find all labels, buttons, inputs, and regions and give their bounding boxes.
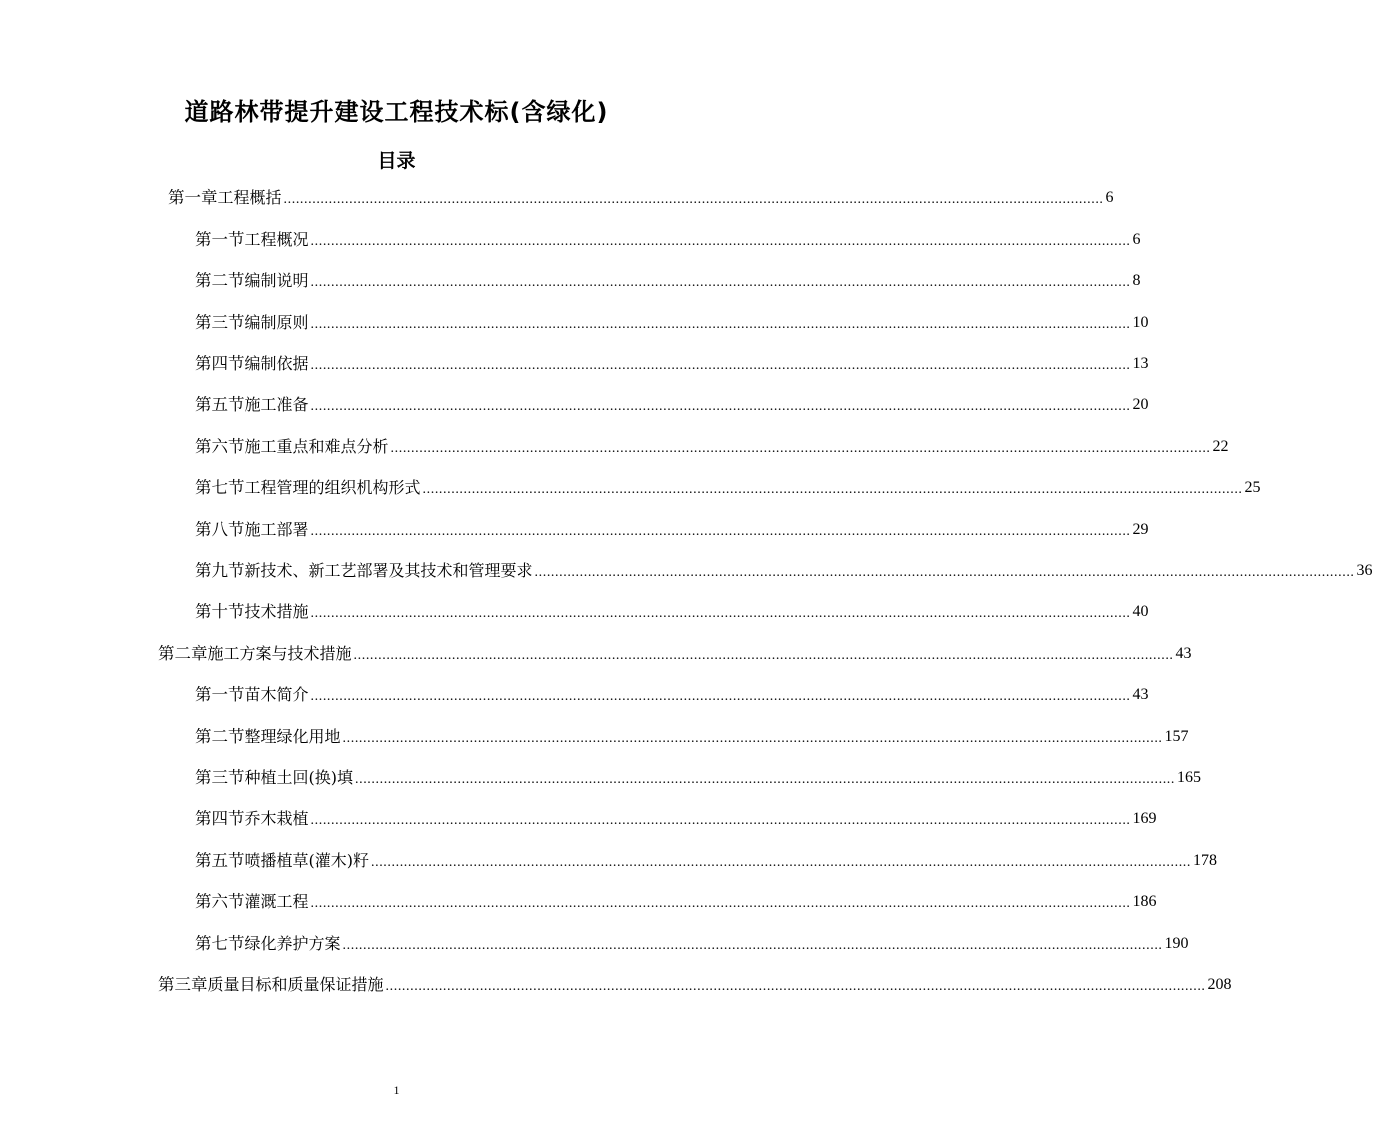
- toc-entry-label: 第四节: [195, 809, 245, 828]
- toc-entry-page: 13: [1132, 355, 1149, 372]
- toc-entry-section[interactable]: [195, 807, 1157, 831]
- toc-entry-label: 第一节: [195, 230, 245, 249]
- toc-leader-dots: ........................................................................................................................................................................................................: [355, 772, 1175, 787]
- toc-leader-dots: ........................................................................................................................................................................................................: [310, 317, 1131, 332]
- toc-leader-dots: ........................................................................................................................................................................................................: [534, 565, 1355, 580]
- toc-entry-page: 157: [1164, 728, 1189, 745]
- toc-entry-label: 第五节: [195, 395, 245, 414]
- toc-entry-label: 第十节: [195, 602, 245, 621]
- toc-entry-text: 施工重点和难点分析: [244, 437, 389, 456]
- toc-entry-section[interactable]: [195, 849, 1217, 873]
- toc-heading: 目录: [377, 150, 416, 172]
- toc-entry-label: 第六节: [195, 437, 245, 456]
- toc-entry-page: 43: [1132, 686, 1149, 703]
- toc-entry-chapter[interactable]: [158, 642, 1192, 666]
- toc-entry-label: 第五节: [195, 851, 245, 870]
- toc-leader-dots: ........................................................................................................................................................................................................: [283, 192, 1104, 207]
- toc-leader-dots: ........................................................................................................................................................................................................: [310, 813, 1131, 828]
- toc-entry-page: 208: [1207, 976, 1232, 993]
- toc-entry-section[interactable]: [195, 393, 1149, 417]
- toc-entry-page: 40: [1132, 603, 1149, 620]
- toc-entry-label: 第三节: [195, 768, 245, 787]
- page-number: 1: [393, 1083, 400, 1097]
- toc-leader-dots: ........................................................................................................................................................................................................: [342, 731, 1163, 746]
- toc-entry-label: 第二节: [195, 271, 245, 290]
- document-title: 道路林带提升建设工程技术标(含绿化): [184, 98, 609, 126]
- toc-entry-section[interactable]: [195, 352, 1149, 376]
- toc-leader-dots: ........................................................................................................................................................................................................: [310, 358, 1131, 373]
- toc-entry-text: 施工方案与技术措施: [207, 644, 352, 663]
- toc-entry-page: 169: [1132, 810, 1157, 827]
- toc-entry-label: 第一节: [195, 685, 245, 704]
- toc-entry-text: 编制依据: [244, 354, 309, 373]
- toc-entry-page: 29: [1132, 521, 1149, 538]
- toc-entry-page: 22: [1212, 438, 1229, 455]
- toc-entry-section[interactable]: [195, 311, 1149, 335]
- toc-entry-label: 第三节: [195, 313, 245, 332]
- toc-leader-dots: ........................................................................................................................................................................................................: [371, 855, 1191, 870]
- toc-entry-section[interactable]: [195, 518, 1149, 542]
- toc-leader-dots: ........................................................................................................................................................................................................: [310, 896, 1131, 911]
- toc-entry-section[interactable]: [195, 766, 1201, 790]
- toc-entry-section[interactable]: [195, 435, 1229, 459]
- toc-entry-text: 种植土回(换)填: [244, 768, 353, 787]
- toc-entry-chapter[interactable]: [158, 973, 1232, 997]
- toc-leader-dots: ........................................................................................................................................................................................................: [353, 648, 1174, 663]
- toc-entry-text: 工程概括: [217, 188, 282, 207]
- toc-entry-section[interactable]: [195, 228, 1141, 252]
- toc-entry-label: 第八节: [195, 520, 245, 539]
- toc-leader-dots: ........................................................................................................................................................................................................: [310, 606, 1131, 621]
- toc-entry-text: 技术措施: [244, 602, 309, 621]
- toc-entry-section[interactable]: [195, 932, 1189, 956]
- toc-entry-page: 25: [1244, 479, 1261, 496]
- toc-entry-section[interactable]: [195, 890, 1157, 914]
- toc-entry-section[interactable]: [195, 725, 1189, 749]
- toc-entry-page: 165: [1177, 769, 1201, 786]
- toc-entry-section[interactable]: [195, 683, 1149, 707]
- toc-entry-section[interactable]: [195, 269, 1141, 293]
- toc-entry-text: 工程概况: [244, 230, 309, 249]
- toc-leader-dots: ........................................................................................................................................................................................................: [310, 524, 1131, 539]
- toc-entry-label: 第七节: [195, 478, 245, 497]
- toc-entry-chapter[interactable]: [168, 186, 1114, 210]
- toc-entry-page: 190: [1164, 935, 1189, 952]
- toc-entry-text: 编制原则: [244, 313, 309, 332]
- toc-entry-label: 第四节: [195, 354, 245, 373]
- toc-entry-page: 8: [1132, 272, 1141, 289]
- toc-entry-text: 质量目标和质量保证措施: [207, 975, 384, 994]
- toc-entry-section[interactable]: [195, 476, 1261, 500]
- toc-entry-text: 喷播植草(灌木)籽: [244, 851, 369, 870]
- toc-entry-text: 施工准备: [244, 395, 309, 414]
- toc-leader-dots: ........................................................................................................................................................................................................: [385, 979, 1206, 994]
- toc-entry-text: 整理绿化用地: [244, 727, 341, 746]
- toc-entry-text: 施工部署: [244, 520, 309, 539]
- toc-entry-label: 第二章: [158, 644, 208, 663]
- toc-entry-page: 6: [1132, 231, 1141, 248]
- toc-entry-section[interactable]: [195, 559, 1373, 583]
- toc-entry-label: 第九节: [195, 561, 245, 580]
- toc-entry-label: 第七节: [195, 934, 245, 953]
- toc-leader-dots: ........................................................................................................................................................................................................: [310, 234, 1131, 249]
- toc-leader-dots: ........................................................................................................................................................................................................: [390, 441, 1211, 456]
- toc-entry-page: 178: [1193, 852, 1217, 869]
- toc-entry-section[interactable]: [195, 600, 1149, 624]
- toc-entry-text: 绿化养护方案: [244, 934, 341, 953]
- toc-entry-text: 苗木简介: [244, 685, 309, 704]
- toc-entry-page: 10: [1132, 314, 1149, 331]
- toc-entry-page: 36: [1356, 562, 1373, 579]
- toc-entry-page: 43: [1175, 645, 1192, 662]
- toc-entry-text: 灌溉工程: [244, 892, 309, 911]
- toc-leader-dots: ........................................................................................................................................................................................................: [310, 689, 1131, 704]
- toc-entry-label: 第一章: [168, 188, 218, 207]
- toc-leader-dots: ........................................................................................................................................................................................................: [342, 938, 1163, 953]
- toc-entry-text: 编制说明: [244, 271, 309, 290]
- toc-entry-text: 工程管理的组织机构形式: [244, 478, 421, 497]
- toc-entry-label: 第二节: [195, 727, 245, 746]
- toc-entry-page: 20: [1132, 396, 1149, 413]
- toc-leader-dots: ........................................................................................................................................................................................................: [422, 482, 1243, 497]
- toc-entry-page: 6: [1105, 189, 1114, 206]
- toc-entry-text: 新技术、新工艺部署及其技术和管理要求: [244, 561, 533, 580]
- toc-entry-page: 186: [1132, 893, 1157, 910]
- toc-leader-dots: ........................................................................................................................................................................................................: [310, 399, 1131, 414]
- toc-entry-label: 第三章: [158, 975, 208, 994]
- toc-entry-label: 第六节: [195, 892, 245, 911]
- toc-leader-dots: ........................................................................................................................................................................................................: [310, 275, 1131, 290]
- toc-entry-text: 乔木栽植: [244, 809, 309, 828]
